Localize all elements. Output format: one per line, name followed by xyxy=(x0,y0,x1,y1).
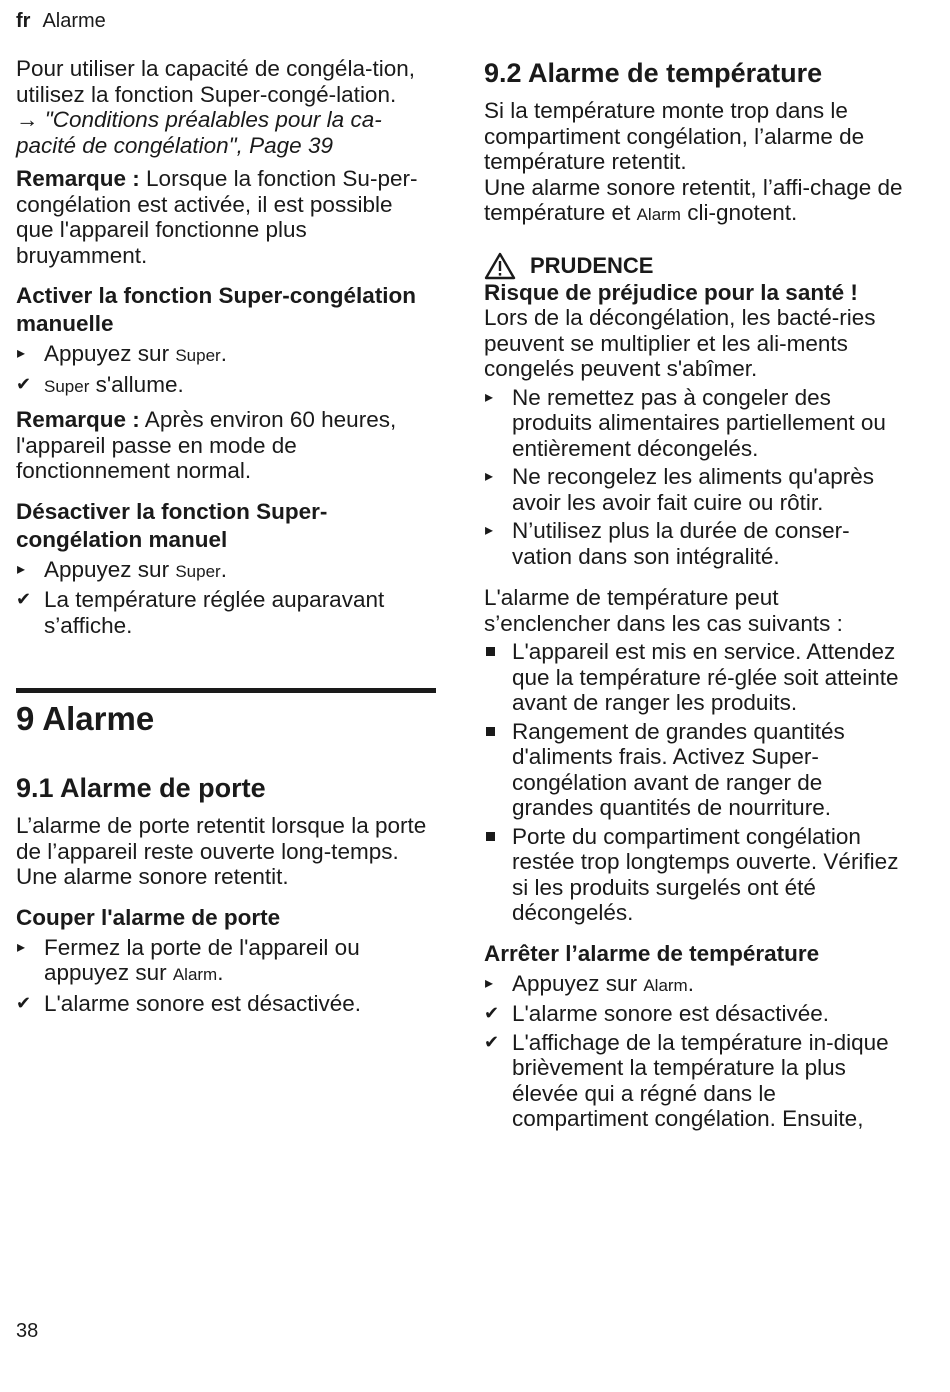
step-text: Appuyez sur xyxy=(512,970,644,996)
checkmark-icon: ✔ xyxy=(484,1031,500,1052)
item-text: Ne recongelez les aliments qu'après avoir les avoir fait cuire ou rôtir. xyxy=(512,464,874,515)
remark-label: Remarque : xyxy=(16,166,140,191)
activate-heading: Activer la fonction Super-congélation manuelle xyxy=(16,283,417,336)
item-text: Porte du compartiment congélation restée trop longtemps ouverte. Vérifiez si les produits surgelés ont été décongelés. xyxy=(512,823,899,925)
list-item xyxy=(484,639,909,716)
paragraph-text: Une alarme sonore retentit, l’affi-chage de température et xyxy=(484,174,903,225)
item-text: Rangement de grandes quantités d'aliments frais. Activez Super-congélation avant de ranger de grandes quantités de nourriture. xyxy=(512,718,845,820)
instruction-step xyxy=(484,971,909,999)
door-alarm-stop-heading: Couper l'alarme de porte xyxy=(16,904,281,930)
deactivate-heading: Désactiver la fonction Super-congélation manuel xyxy=(16,498,328,552)
arrow-right-icon: → xyxy=(16,107,45,132)
warning-items xyxy=(484,385,909,570)
item-text: L'appareil est mis en service. Attendez que la température ré-glée soit atteinte avant de ranger les produits. xyxy=(512,639,899,715)
temp-alarm-paragraph: Si la température monte trop dans le compartiment congélation, l’alarme de température retentit. xyxy=(484,98,865,174)
temp-alarm-steps xyxy=(484,971,909,1132)
square-bullet-icon xyxy=(486,727,495,736)
warning-header xyxy=(484,252,909,280)
step-punct: . xyxy=(220,556,227,582)
checkmark-icon: ✔ xyxy=(16,373,32,394)
checkmark-icon: ✔ xyxy=(16,589,32,609)
cases-intro: L'alarme de température peut s’enclencher dans les cas suivants : xyxy=(484,585,843,636)
right-column xyxy=(484,56,909,1135)
temp-alarm-paragraph-2 xyxy=(484,175,909,228)
triangle-bullet-icon: ▸ xyxy=(485,468,494,485)
step-text: Appuyez sur xyxy=(44,341,176,366)
list-item xyxy=(484,518,909,569)
door-alarm-paragraph: L’alarme de porte retentit lorsque la porte de l’appareil reste ouverte long-temps. xyxy=(16,813,427,864)
list-item xyxy=(484,824,909,926)
language-code: fr xyxy=(16,10,31,32)
cross-reference-text: "Conditions préalables pour la ca-pacité de congélation", Page 39 xyxy=(16,107,382,158)
list-item xyxy=(484,385,909,462)
result-step xyxy=(16,587,436,638)
instruction-step xyxy=(16,341,436,369)
square-bullet-icon xyxy=(486,647,495,656)
result-step xyxy=(16,372,436,400)
activate-steps xyxy=(16,341,436,399)
alarm-key-label: Alarm xyxy=(636,205,681,224)
cases-list xyxy=(484,639,909,926)
page-number: 38 xyxy=(16,1320,39,1342)
result-text: L'affichage de la température in-dique brièvement la température la plus élevée qui a régné dans le compartiment congélation. Ensuite, xyxy=(512,1029,889,1131)
step-punct: . xyxy=(687,970,694,996)
triangle-bullet-icon: ▸ xyxy=(17,938,26,956)
warning-label: PRUDENCE xyxy=(530,252,654,278)
super-key-label: Super xyxy=(175,346,221,365)
paragraph-text: cli-gnotent. xyxy=(680,200,798,225)
square-bullet-icon xyxy=(486,832,495,841)
running-header xyxy=(16,9,106,33)
left-column xyxy=(16,56,436,1019)
result-step xyxy=(484,1001,909,1027)
remark-text: Lorsque la fonction Su-per-congélation est activée, il est possible que l'appareil fonctionne plus bruyamment. xyxy=(16,166,418,268)
door-alarm-paragraph-2: Une alarme sonore retentit. xyxy=(16,864,289,889)
alarm-key-label: Alarm xyxy=(643,975,688,995)
step-text: Appuyez sur xyxy=(44,556,176,582)
remark-text: Après environ 60 heures, l'appareil passe en mode de fonctionnement normal. xyxy=(16,407,397,483)
checkmark-icon: ✔ xyxy=(484,1003,500,1023)
warning-text: Lors de la décongélation, les bacté-ries peuvent se multiplier et les ali-ments congelés peuvent s'abîmer. xyxy=(484,305,876,381)
header-section: Alarme xyxy=(42,10,106,32)
triangle-bullet-icon: ▸ xyxy=(485,522,494,539)
list-item xyxy=(484,719,909,821)
section-title-temp-alarm: 9.2 Alarme de température xyxy=(484,58,823,88)
chapter-divider xyxy=(16,688,436,693)
triangle-bullet-icon: ▸ xyxy=(17,345,26,362)
item-text: N’utilisez plus la durée de conser-vation dans son intégralité. xyxy=(512,518,850,569)
triangle-bullet-icon: ▸ xyxy=(485,388,494,406)
result-text: L'alarme sonore est désactivée. xyxy=(44,990,361,1016)
triangle-bullet-icon: ▸ xyxy=(17,560,26,578)
item-text: Ne remettez pas à congeler des produits alimentaires partiellement ou entièrement décongelés. xyxy=(512,384,886,461)
remark-2 xyxy=(16,407,436,484)
checkmark-icon: ✔ xyxy=(16,992,32,1013)
result-text: L'alarme sonore est désactivée. xyxy=(512,1001,829,1026)
instruction-step xyxy=(16,557,436,585)
cross-reference xyxy=(16,107,436,158)
list-item xyxy=(484,464,909,515)
warning-subtitle: Risque de préjudice pour la santé ! xyxy=(484,279,858,305)
super-key-label: Super xyxy=(44,376,90,396)
door-alarm-steps xyxy=(16,935,436,1017)
instruction-step xyxy=(16,935,436,988)
warning-triangle-icon xyxy=(484,252,516,280)
deactivate-steps xyxy=(16,557,436,639)
section-title-door-alarm: 9.1 Alarme de porte xyxy=(16,773,266,803)
result-text: La température réglée auparavant s’affiche. xyxy=(44,587,385,638)
result-step xyxy=(16,991,436,1017)
remark-label: Remarque : xyxy=(16,407,140,432)
alarm-key-label: Alarm xyxy=(172,965,218,984)
result-step xyxy=(484,1030,909,1132)
step-text: Fermez la porte de l'appareil ou appuyez sur xyxy=(44,934,360,985)
super-key-label: Super xyxy=(175,561,221,581)
chapter-title: 9 Alarme xyxy=(16,700,155,737)
temp-alarm-stop-heading: Arrêter l’alarme de température xyxy=(484,940,820,966)
triangle-bullet-icon: ▸ xyxy=(485,974,494,992)
step-punct: . xyxy=(220,341,227,366)
result-text: s'allume. xyxy=(89,371,184,397)
remark-1 xyxy=(16,166,436,268)
intro-paragraph: Pour utiliser la capacité de congéla-tion, utilisez la fonction Super-congé-lation. xyxy=(16,56,415,107)
step-punct: . xyxy=(217,960,224,985)
